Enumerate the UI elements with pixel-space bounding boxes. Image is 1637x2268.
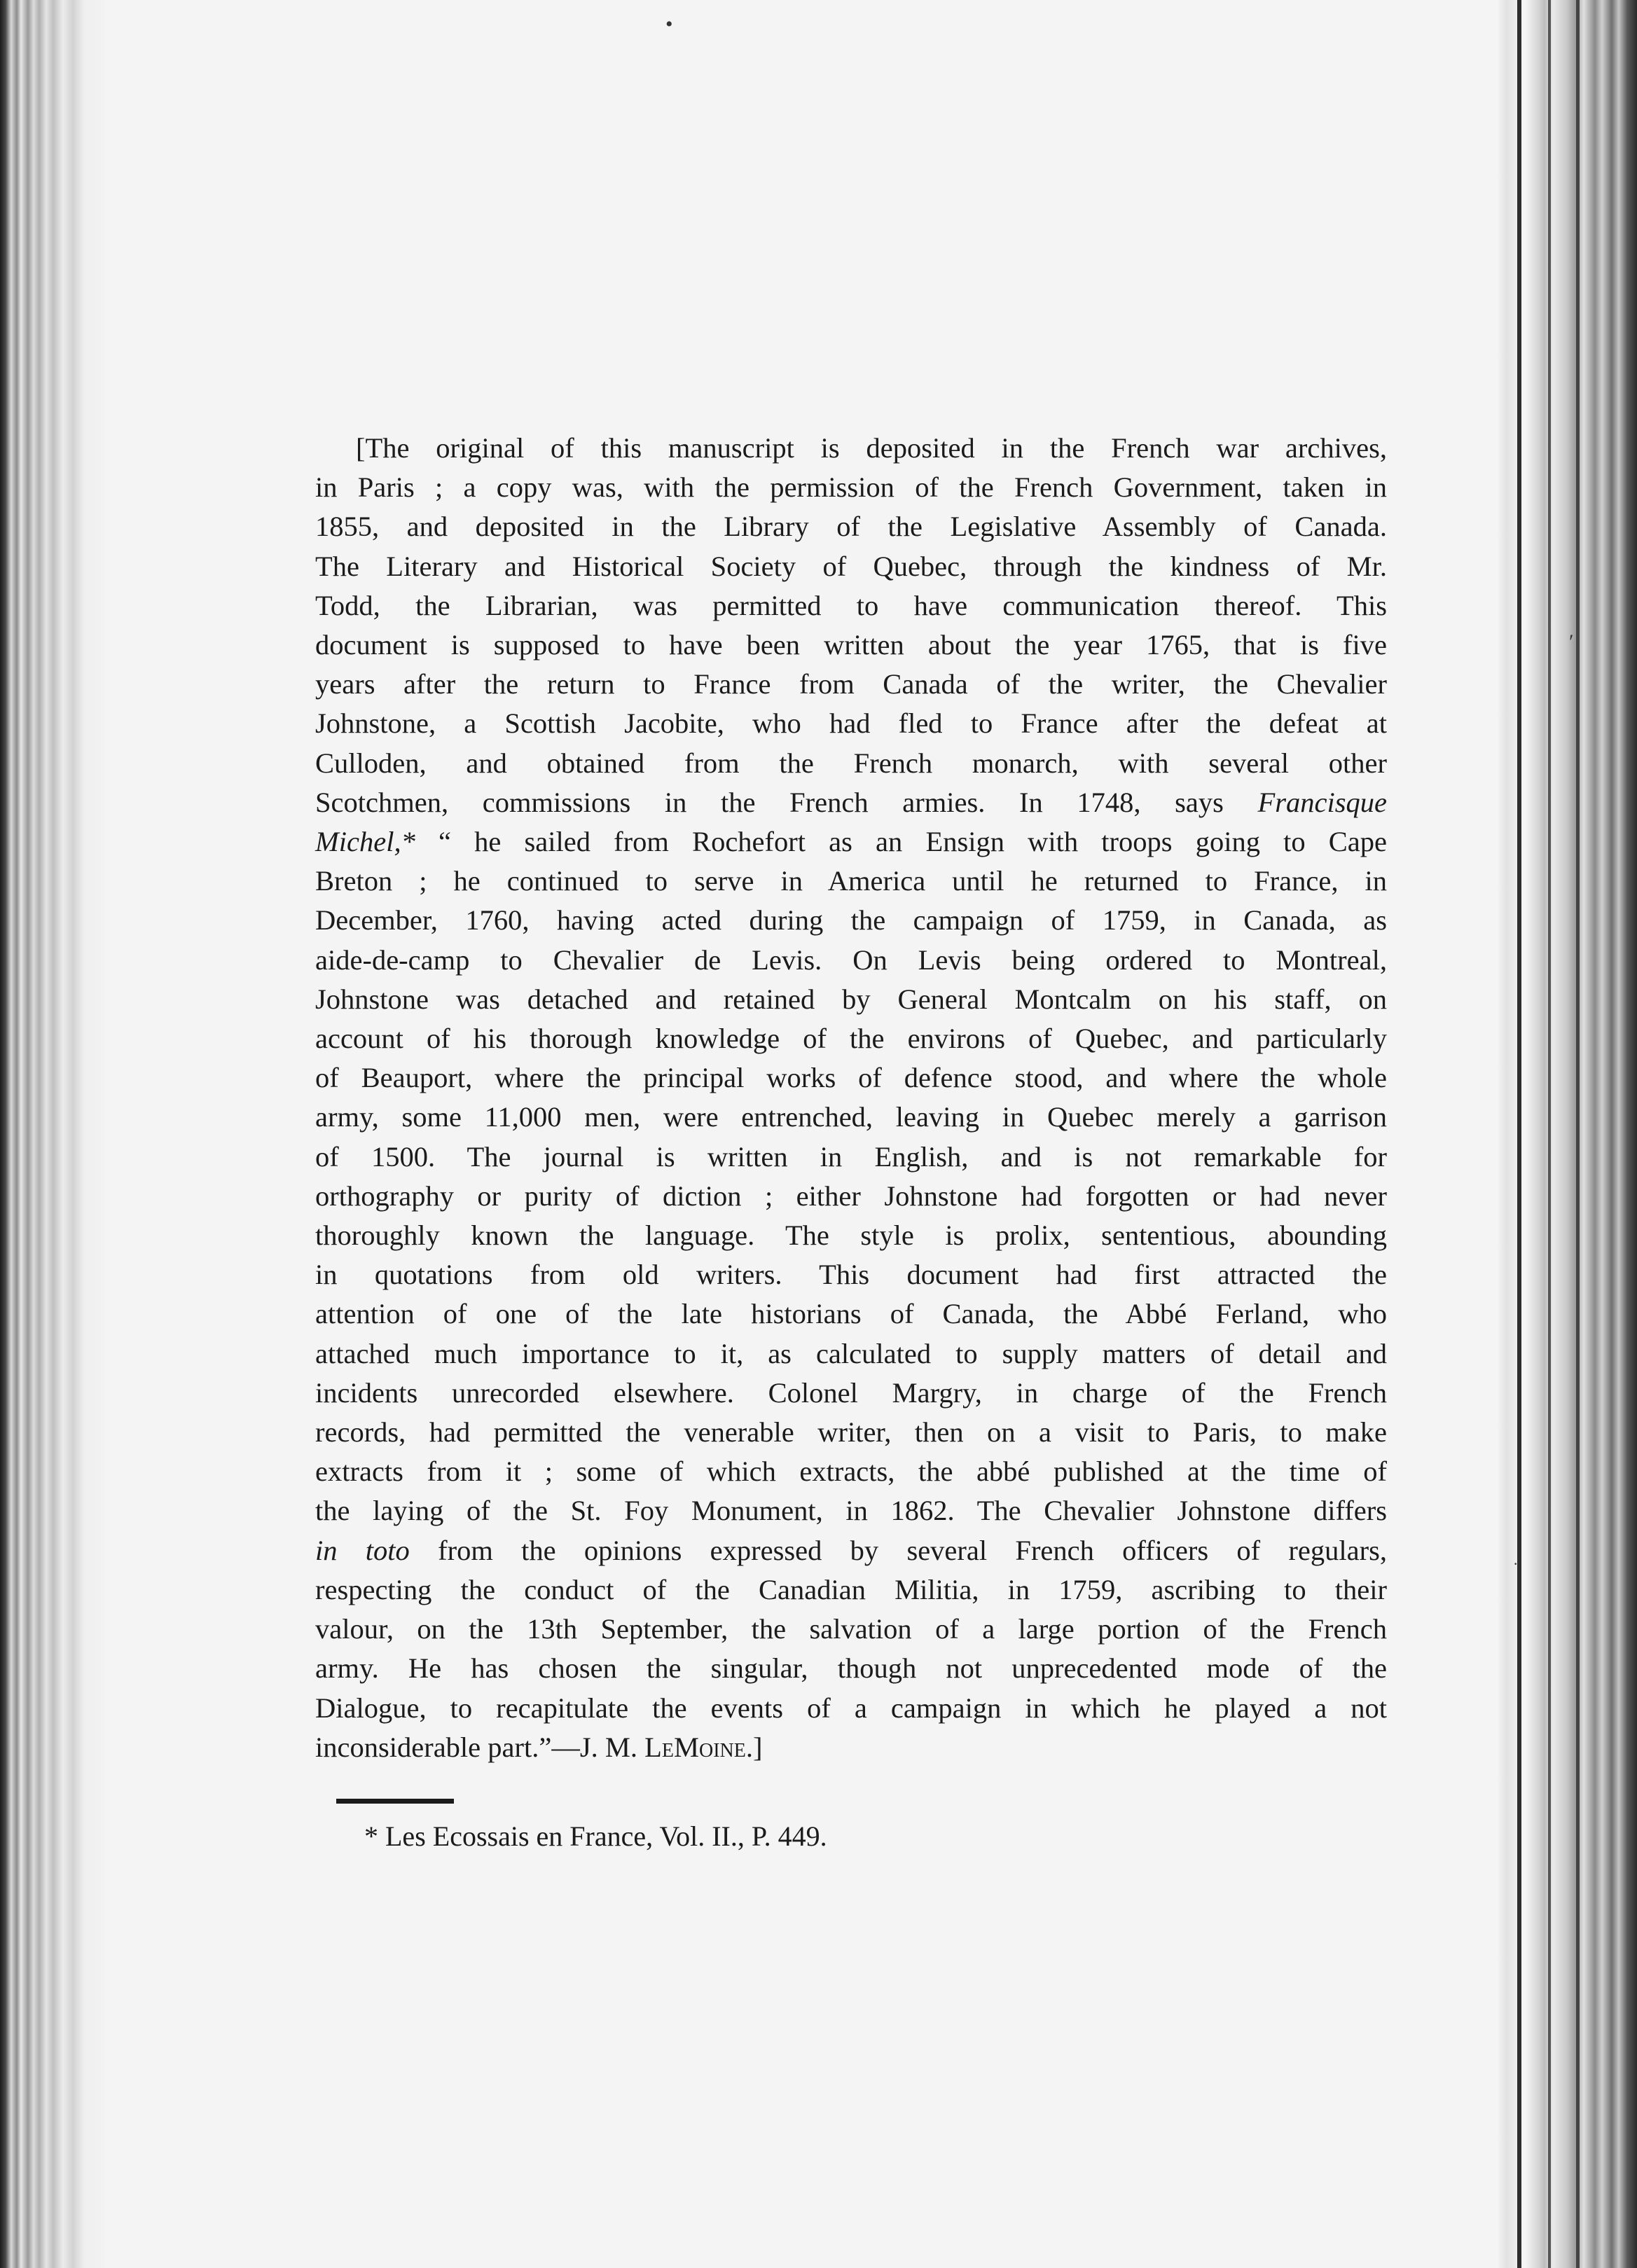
text-line: December, 1760, having acted during the campaign of 1759, in Canada, as bbox=[315, 904, 1387, 936]
text-line: Todd, the Librarian, was permitted to have communication thereof. This bbox=[315, 589, 1387, 621]
text-line: document is supposed to have been written about the year 1765, that is five bbox=[315, 629, 1387, 661]
italic-name: Francisque bbox=[1257, 786, 1388, 818]
text-line: The Literary and Historical Society of Quebec, through the kindness of Mr. bbox=[315, 550, 1387, 582]
text-line: the laying of the St. Foy Monument, in 1862. The Chevalier Johnstone differs bbox=[315, 1495, 1387, 1527]
text-line: respecting the conduct of the Canadian Militia, in 1759, ascribing to their bbox=[315, 1573, 1387, 1605]
text-line: orthography or purity of diction ; either Johnstone had forgotten or had never bbox=[315, 1180, 1387, 1212]
italic-name: Michel,* bbox=[315, 826, 415, 858]
scan-speck: · bbox=[1513, 1555, 1519, 1572]
scan-speck: • bbox=[665, 13, 673, 36]
text-line: incidents unrecorded elsewhere. Colonel Margry, in charge of the French bbox=[315, 1376, 1387, 1409]
text-line bbox=[315, 783, 1387, 822]
author-surname bbox=[644, 1731, 753, 1763]
text-line: of Beauport, where the principal works of defence stood, and where the whole bbox=[315, 1062, 1387, 1094]
text-segment: “ he sailed from Rochefort as an Ensign with troops going to Cape bbox=[438, 826, 1387, 858]
text-line: Johnstone was detached and retained by General Montcalm on his staff, on bbox=[315, 983, 1387, 1015]
text-line: in quotations from old writers. This document had first attracted the bbox=[315, 1259, 1387, 1291]
page-edge-line bbox=[1548, 0, 1551, 2268]
text-segment: from the opinions expressed by several French officers of regulars, bbox=[438, 1534, 1387, 1566]
text-line: records, had permitted the venerable writer, then on a visit to Paris, to make bbox=[315, 1416, 1387, 1448]
surname-initial: L bbox=[644, 1731, 662, 1763]
text-line: Culloden, and obtained from the French monarch, with several other bbox=[315, 747, 1387, 779]
italic-phrase: in toto bbox=[315, 1534, 410, 1566]
text-line: account of his thorough knowledge of the environs of Quebec, and particularly bbox=[315, 1023, 1387, 1055]
page-edge-line bbox=[1576, 0, 1580, 2268]
text-line: thoroughly known the language. The style is prolix, sententious, abounding bbox=[315, 1219, 1387, 1252]
text-line: extracts from it ; some of which extracts, the abbé published at the time of bbox=[315, 1455, 1387, 1488]
footnote-rule bbox=[336, 1799, 454, 1804]
text-segment: Scotchmen, commissions in the French armies. In 1748, says bbox=[315, 786, 1224, 818]
text-line: Johnstone, a Scottish Jacobite, who had fled to France after the defeat at bbox=[315, 707, 1387, 740]
text-line: in Paris ; a copy was, with the permission of the French Government, taken in bbox=[315, 471, 1387, 504]
text-line: Breton ; he continued to serve in America until he returned to France, in bbox=[315, 865, 1387, 897]
text-line bbox=[315, 1531, 1387, 1570]
footnote: * Les Ecossais en France, Vol. II., P. 449. bbox=[364, 1820, 827, 1852]
text-line: army, some 11,000 men, were entrenched, leaving in Quebec merely a garrison bbox=[315, 1101, 1387, 1133]
left-binding-edge bbox=[0, 0, 105, 2268]
text-line bbox=[315, 822, 1387, 862]
page-edge-line bbox=[1517, 0, 1521, 2268]
text-line: of 1500. The journal is written in English, and is not remarkable for bbox=[315, 1140, 1387, 1173]
scan-speck: ′ bbox=[1569, 630, 1574, 654]
text-line bbox=[315, 1728, 1387, 1767]
text-line: years after the return to France from Canada of the writer, the Chevalier bbox=[315, 668, 1387, 700]
text-line: Dialogue, to recapitulate the events of a campaign in which he played a not bbox=[315, 1692, 1387, 1724]
text-line: valour, on the 13th September, the salvation of a large portion of the French bbox=[315, 1613, 1387, 1645]
text-line: attached much importance to it, as calculated to supply matters of detail and bbox=[315, 1337, 1387, 1369]
text-line: aide-de-camp to Chevalier de Levis. On Levis being ordered to Montreal, bbox=[315, 943, 1387, 976]
text-segment: inconsiderable part.”—J. M. bbox=[315, 1731, 637, 1763]
preface-paragraph bbox=[315, 429, 1387, 1767]
surname-part: Moine. bbox=[673, 1731, 753, 1763]
surname-part: e bbox=[661, 1731, 674, 1763]
text-line: [The original of this manuscript is deposited in the French war archives, bbox=[356, 432, 1387, 464]
text-line: 1855, and deposited in the Library of the Legislative Assembly of Canada. bbox=[315, 511, 1387, 543]
text-line: army. He has chosen the singular, though not unprecedented mode of the bbox=[315, 1652, 1387, 1685]
closing-bracket: ] bbox=[753, 1731, 763, 1763]
text-line: attention of one of the late historians of Canada, the Abbé Ferland, who bbox=[315, 1298, 1387, 1330]
